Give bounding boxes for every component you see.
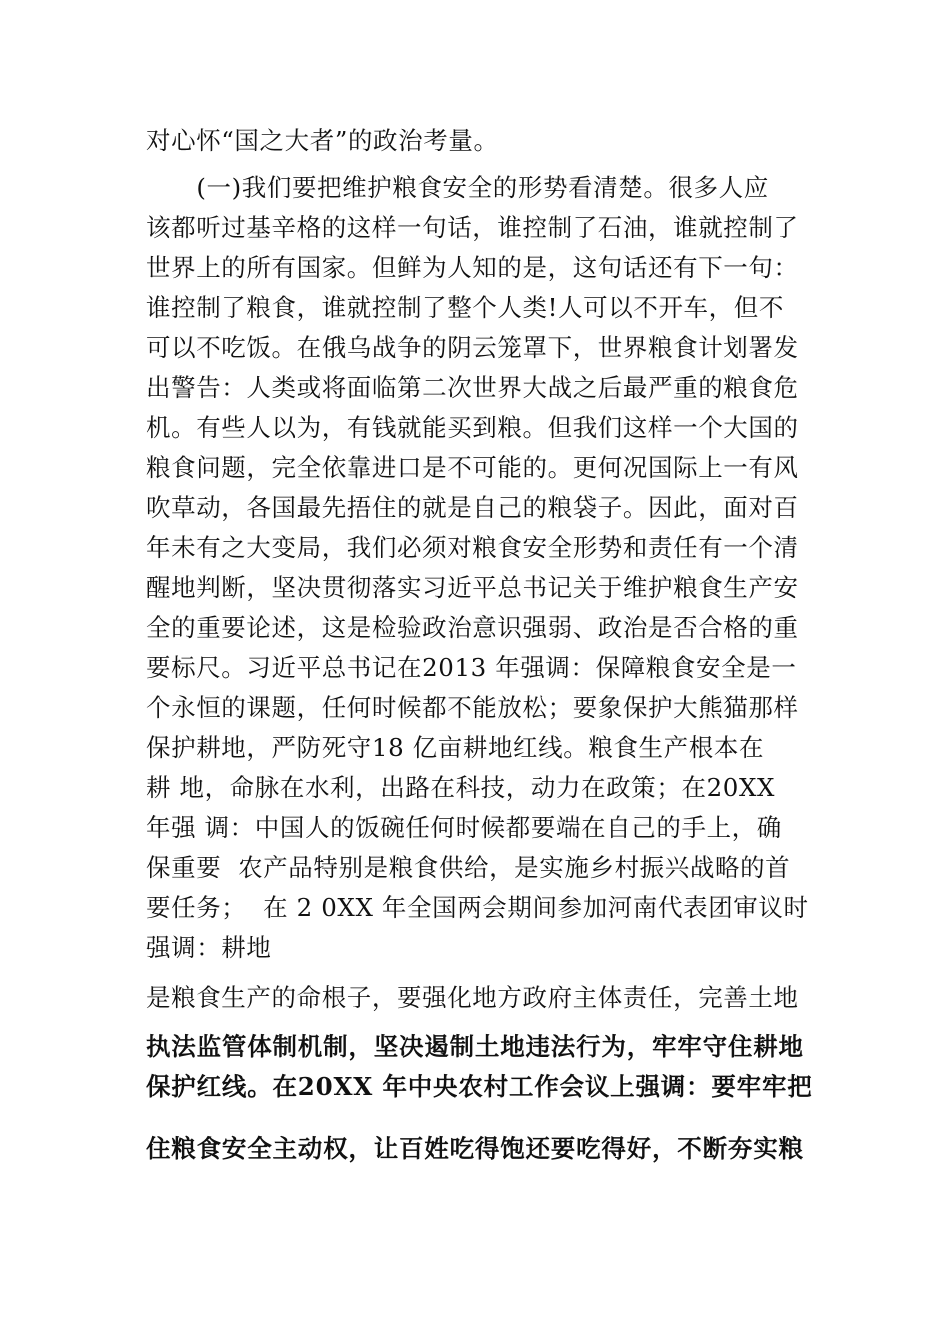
text-line: 该都听过基辛格的这样一句话，谁控制了石油，谁就控制了 (146, 213, 799, 242)
text-line: 年未有之大变局，我们必须对粮食安全形势和责任有一个清 (146, 533, 799, 562)
text-line: 个永恒的课题，任何时候都不能放松；要象保护大熊猫那样 (146, 693, 799, 722)
text-line: 全的重要论述，这是检验政治意识强弱、政治是否合格的重 (146, 613, 799, 642)
text-line: 谁控制了粮食，谁就控制了整个人类!人可以不开车，但不 (146, 293, 784, 322)
text-line: 世界上的所有国家。但鲜为人知的是，这句话还有下一句： (146, 253, 799, 282)
text-line: 强调：耕地 (146, 933, 272, 962)
text-line: 机。有些人以为，有钱就能买到粮。但我们这样一个大国的 (146, 413, 799, 442)
text-line: (一)我们要把维护粮食安全的形势看清楚。很多人应 (146, 173, 769, 202)
text-line: 保重要 农产品特别是粮食供给，是实施乡村振兴战略的首 (146, 853, 791, 882)
text-line: 可以不吃饭。在俄乌战争的阴云笼罩下，世界粮食计划署发 (146, 333, 799, 362)
text-line: 保护耕地，严防死守18 亿亩耕地红线。粮食生产根本在 (146, 733, 765, 762)
text-line: 对心怀“国之大者”的政治考量。 (146, 126, 499, 155)
bold-text-line: 保护红线。在20XX 年中央农村工作会议上强调：要牢牢把 (146, 1072, 813, 1101)
text-line: 要任务； 在 2 0XX 年全国两会期间参加河南代表团审议时 (146, 893, 809, 922)
text-line: 醒地判断，坚决贯彻落实习近平总书记关于维护粮食生产安 (146, 573, 799, 602)
bold-text-line: 执法监管体制机制，坚决遏制土地违法行为，牢牢守住耕地 (146, 1032, 804, 1061)
text-line: 是粮食生产的命根子，要强化地方政府主体责任，完善土地 (146, 983, 799, 1012)
text-line: 耕 地，命脉在水利，出路在科技，动力在政策；在20XX (146, 773, 776, 802)
text-line: 年强 调：中国人的饭碗任何时候都要端在自己的手上，确 (146, 813, 782, 842)
text-line: 要标尺。习近平总书记在2013 年强调：保障粮食安全是一 (146, 653, 797, 682)
text-line: 吹草动，各国最先捂住的就是自己的粮袋子。因此，面对百 (146, 493, 799, 522)
text-line: 粮食问题，完全依靠进口是不可能的。更何况国际上一有风 (146, 453, 799, 482)
bold-text-line: 住粮食安全主动权，让百姓吃得饱还要吃得好，不断夯实粮 (146, 1134, 804, 1163)
text-line: 出警告：人类或将面临第二次世界大战之后最严重的粮食危 (146, 373, 799, 402)
